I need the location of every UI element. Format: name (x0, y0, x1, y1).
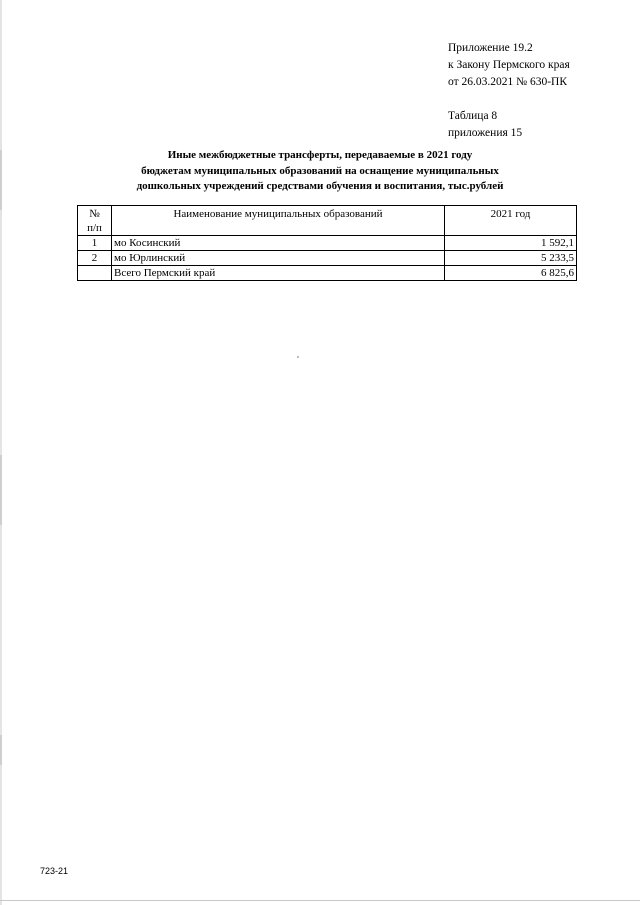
table-reference-line: Таблица 8 (448, 110, 498, 122)
appendix-line: к Закону Пермского края (448, 59, 570, 71)
document-title (110, 148, 530, 195)
table-header-row (78, 206, 577, 236)
row-name: мо Косинский (112, 236, 445, 251)
row-value: 1 592,1 (445, 236, 577, 251)
scan-left-edge (0, 0, 2, 905)
scan-speck (297, 356, 299, 358)
table-reference-line: приложения 15 (448, 127, 523, 139)
title-line: дошкольных учреждений средствами обучения и воспитания, тыс.рублей (136, 180, 504, 192)
transfers-table (77, 205, 577, 281)
total-value: 6 825,6 (445, 266, 577, 281)
scan-mark (0, 455, 2, 525)
row-name: мо Юрлинский (112, 251, 445, 266)
document-code: 723-21 (40, 866, 69, 876)
header-name: Наименование муниципальных образований (112, 206, 445, 236)
header-number (78, 206, 112, 236)
header-number-line2: п/п (87, 222, 102, 234)
total-number (78, 266, 112, 281)
scan-bottom-edge (0, 900, 640, 901)
table-row (78, 251, 577, 266)
header-number-line1: № (89, 208, 100, 220)
appendix-line: от 26.03.2021 № 630-ПК (448, 76, 568, 88)
total-name: Всего Пермский край (112, 266, 445, 281)
header-year: 2021 год (445, 206, 577, 236)
row-value: 5 233,5 (445, 251, 577, 266)
row-number: 2 (78, 251, 112, 266)
appendix-line: Приложение 19.2 (448, 42, 533, 54)
scan-mark (0, 150, 2, 210)
row-number: 1 (78, 236, 112, 251)
scan-mark (0, 735, 2, 765)
table-total-row (78, 266, 577, 281)
title-line: Иные межбюджетные трансферты, передаваемые в 2021 году (167, 149, 473, 161)
title-line: бюджетам муниципальных образований на оснащение муниципальных (141, 164, 499, 177)
appendix-reference (448, 40, 628, 142)
table-row (78, 236, 577, 251)
